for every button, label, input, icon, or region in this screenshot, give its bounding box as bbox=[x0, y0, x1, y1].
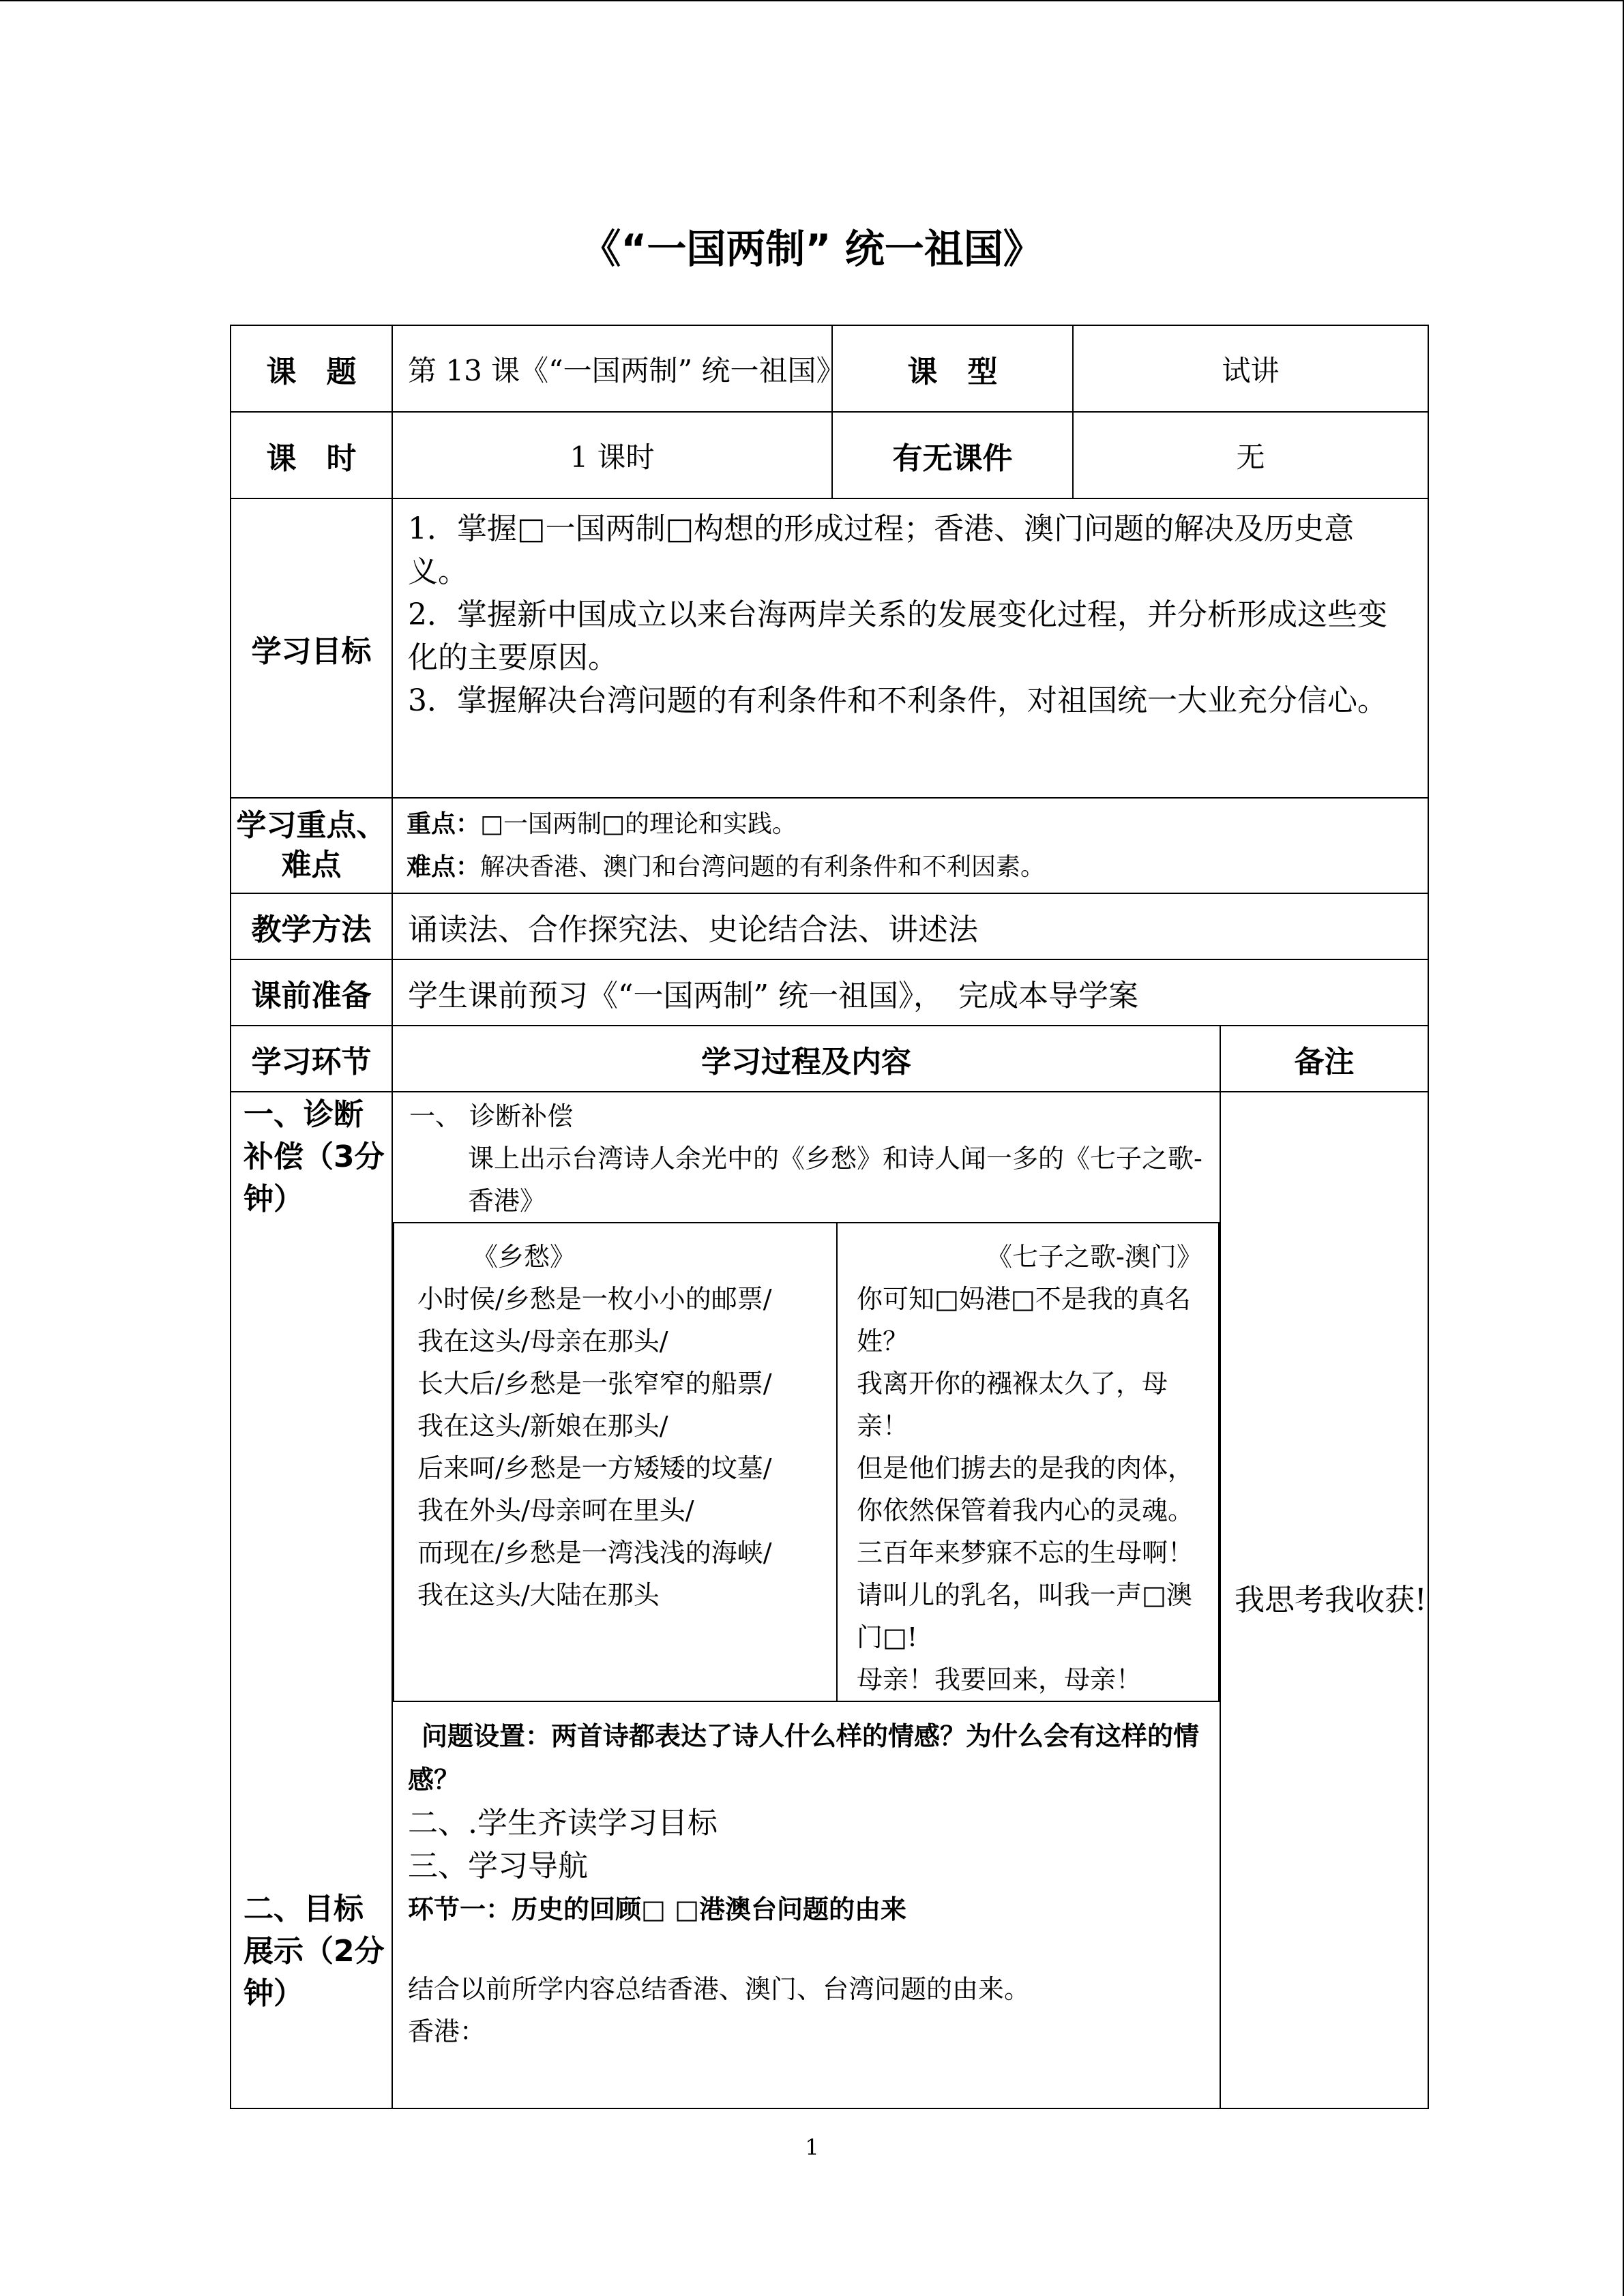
poem-line: 母亲！我要回来，母亲！ bbox=[857, 1665, 1142, 1695]
keypoints-label: 学习重点、难点 bbox=[231, 798, 392, 893]
row-topic bbox=[231, 325, 1428, 412]
row-method bbox=[231, 893, 1428, 959]
type-label: 课 型 bbox=[832, 325, 1073, 412]
poem-line: 小时侯/乡愁是一枚小小的邮票/ bbox=[417, 1284, 772, 1314]
method-label: 教学方法 bbox=[231, 893, 392, 959]
poem-line: 你可知□妈港□不是我的真名姓？ bbox=[857, 1284, 1191, 1356]
goal-item: 2．掌握新中国成立以来台海两岸关系的发展变化过程，并分析形成这些变化的主要原因。 bbox=[408, 597, 1387, 675]
goals-label: 学习目标 bbox=[231, 498, 392, 798]
process-content bbox=[392, 1092, 1220, 2108]
topic-label: 课 题 bbox=[231, 325, 392, 412]
courseware-value: 无 bbox=[1073, 412, 1428, 498]
poem-line: 长大后/乡愁是一张窄窄的船票/ bbox=[417, 1369, 772, 1399]
section1-heading: 一、 诊断补偿 bbox=[409, 1101, 574, 1131]
poem-qizizhige bbox=[837, 1223, 1219, 1701]
row-hours bbox=[231, 412, 1428, 498]
goals-content bbox=[392, 498, 1428, 798]
row-prep bbox=[231, 959, 1428, 1026]
poem-line: 三百年来梦寐不忘的生母啊！ bbox=[857, 1538, 1194, 1568]
stage2-label: 二、目标展示（2分钟） bbox=[243, 1892, 385, 2011]
notes-header: 备注 bbox=[1220, 1026, 1428, 1092]
focus-text: □一国两制□的理论和实践。 bbox=[480, 810, 797, 838]
hours-label: 课 时 bbox=[231, 412, 392, 498]
poem1-title: 《乡愁》 bbox=[472, 1242, 576, 1272]
hk-label: 香港： bbox=[408, 2016, 486, 2046]
after-poems bbox=[393, 1702, 1220, 2053]
intro-text: 课上出示台湾诗人余光中的《乡愁》和诗人闻一多的《七子之歌-香港》 bbox=[468, 1144, 1202, 1216]
section3-heading: 三、学习导航 bbox=[408, 1849, 588, 1883]
hours-value: 1 课时 bbox=[392, 412, 832, 498]
poem-line: 我离开你的襁褓太久了，母亲！ bbox=[857, 1369, 1168, 1441]
diagnosis-intro bbox=[393, 1092, 1220, 1222]
method-value: 诵读法、合作探究法、史论结合法、讲述法 bbox=[392, 893, 1428, 959]
prep-value: 学生课前预习《“一国两制” 统一祖国》， 完成本导学案 bbox=[392, 959, 1428, 1026]
page-number: 1 bbox=[805, 2134, 819, 2160]
goal-item: 3．掌握解决台湾问题的有利条件和不利条件，对祖国统一大业充分信心。 bbox=[408, 683, 1387, 718]
row-header bbox=[231, 1026, 1428, 1092]
row-process bbox=[231, 1092, 1428, 2108]
stage-cell bbox=[231, 1092, 392, 2108]
difficulty-text: 解决香港、澳门和台湾问题的有利条件和不利因素。 bbox=[480, 853, 1046, 881]
document-title: 《“一国两制” 统一祖国》 bbox=[581, 226, 1043, 272]
question-prompt: 问题设置：两首诗都表达了诗人什么样的情感？为什么会有这样的情感？ bbox=[408, 1721, 1200, 1795]
poem-line: 后来呵/乡愁是一方矮矮的坟墓/ bbox=[417, 1453, 772, 1483]
row-goals bbox=[231, 498, 1428, 798]
keypoints-content bbox=[392, 798, 1428, 893]
section2-heading: 二、.学生齐读学习目标 bbox=[408, 1806, 718, 1840]
difficulty-label: 难点： bbox=[407, 853, 481, 881]
topic-value: 第 13 课《“一国两制” 统一祖国》 bbox=[392, 325, 832, 412]
poem-line: 我在这头/母亲在那头/ bbox=[417, 1326, 668, 1356]
poem-line: 我在这头/大陆在那头 bbox=[417, 1580, 660, 1610]
stage1-label: 一、诊断补偿（3分钟） bbox=[243, 1097, 385, 1217]
poem-line: 我在这头/新娘在那头/ bbox=[417, 1411, 668, 1441]
top-border-line bbox=[0, 0, 1624, 1]
poem-xiangchou bbox=[394, 1223, 837, 1701]
poem-line: 我在外头/母亲呵在里头/ bbox=[417, 1495, 694, 1525]
poem2-title: 《七子之歌-澳门》 bbox=[986, 1242, 1202, 1272]
focus-label: 重点： bbox=[407, 810, 481, 838]
courseware-label: 有无课件 bbox=[832, 412, 1073, 498]
poem-line: 你依然保管着我内心的灵魂。 bbox=[857, 1495, 1194, 1525]
poem-line: 请叫儿的乳名，叫我一声□澳门□! bbox=[857, 1580, 1192, 1652]
row-keypoints bbox=[231, 798, 1428, 893]
stage-header: 学习环节 bbox=[231, 1026, 392, 1092]
notes-cell: 我思考我收获! bbox=[1220, 1092, 1428, 2108]
goal-item: 1．掌握□一国两制□构想的形成过程；香港、澳门问题的解决及历史意义。 bbox=[408, 511, 1355, 589]
process-header: 学习过程及内容 bbox=[392, 1026, 1220, 1092]
poem-line: 而现在/乡愁是一湾浅浅的海峡/ bbox=[417, 1538, 772, 1568]
link1-heading: 环节一：历史的回顾□ □港澳台问题的由来 bbox=[408, 1894, 907, 1924]
prep-label: 课前准备 bbox=[231, 959, 392, 1026]
poem-line: 但是他们掳去的是我的肉体， bbox=[857, 1453, 1194, 1483]
lesson-plan-table bbox=[230, 325, 1429, 2109]
type-value: 试讲 bbox=[1073, 325, 1428, 412]
summary-text: 结合以前所学内容总结香港、澳门、台湾问题的由来。 bbox=[408, 1974, 1031, 2004]
poems-table bbox=[393, 1222, 1220, 1702]
